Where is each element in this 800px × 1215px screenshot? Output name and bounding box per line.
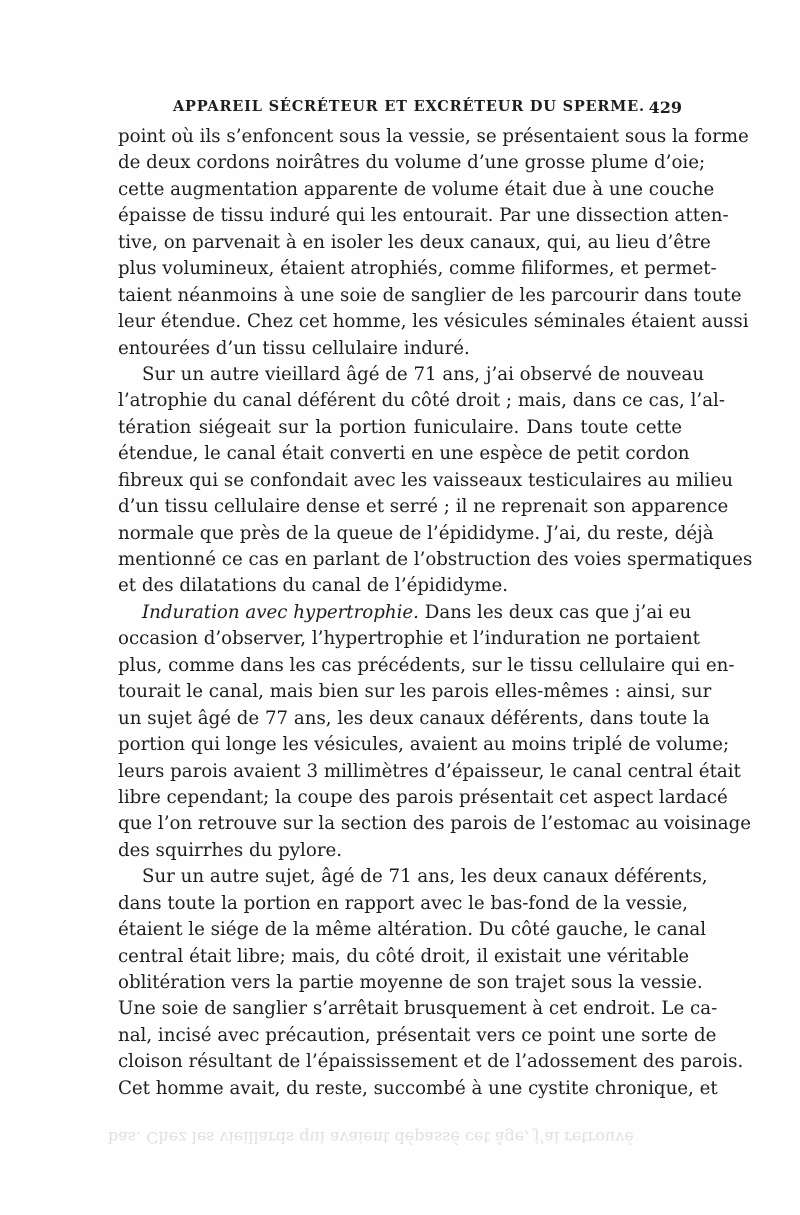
text-line: étendue, le canal était converti en une espèce de petit cordon — [118, 443, 690, 465]
text-line: étaient le siége de la même altération. Du côté gauche, le canal — [118, 919, 707, 941]
section-subheading: Induration avec hypertrophie. — [142, 601, 419, 623]
text-line: tourait le canal, mais bien sur les parois elles-mêmes : ainsi, sur — [118, 681, 712, 703]
text-line: nal, incisé avec précaution, présentait vers ce point une sorte de — [118, 1024, 717, 1046]
text-line: libre cependant; la coupe des parois présentait cet aspect lardacé — [118, 786, 728, 808]
text-line: point où ils s’enfoncent sous la vessie, se présentaient sous la forme — [118, 126, 749, 147]
text-line: cette augmentation apparente de volume était due à une couche — [118, 178, 715, 200]
text-line: dans toute la portion en rapport avec le bas-fond de la vessie, — [118, 892, 688, 914]
text-line: portion qui longe les vésicules, avaient au moins triplé de volume; — [118, 734, 730, 756]
text-line: occasion d’observer, l’hypertrophie et l’induration ne portaient — [118, 628, 700, 650]
text-line: des squirrhes du pylore. — [118, 839, 343, 861]
text-line: leur étendue. Chez cet homme, les vésicules séminales étaient aussi — [118, 311, 749, 333]
text-line: entourées d’un tissu cellulaire induré. — [118, 337, 470, 359]
text-line: cloison résultant de l’épaississement et de l’adossement des parois. — [118, 1051, 744, 1073]
text-line: normale que près de la queue de l’épididyme. J’ai, du reste, déjà — [118, 522, 714, 544]
text-line: et des dilatations du canal de l’épididyme. — [118, 575, 509, 597]
text-line: Sur un autre sujet, âgé de 71 ans, les deux canaux déférents, — [142, 866, 708, 888]
text-line: taient néanmoins à une soie de sanglier de les parcourir dans toute — [118, 284, 742, 306]
page-header — [118, 98, 682, 122]
text-line: Une soie de sanglier s’arrêtait brusquement à cet endroit. Le ca- — [118, 998, 718, 1020]
text-line: d’un tissu cellulaire dense et serré ; il ne reprenait son apparence — [118, 496, 729, 518]
text-line: un sujet âgé de 77 ans, les deux canaux déférents, dans toute la — [118, 707, 710, 729]
text-line: fibreux qui se confondait avec les vaisseaux testiculaires au milieu — [118, 469, 733, 491]
text-line: mentionné ce cas en parlant de l’obstruction des voies spermatiques — [118, 549, 753, 570]
text-line: leurs parois avaient 3 millimètres d’épaisseur, le canal central était — [118, 760, 741, 782]
text-line: plus, comme dans les cas précédents, sur le tissu cellulaire qui en- — [118, 654, 735, 676]
running-head: APPAREIL SÉCRÉTEUR ET EXCRÉTEUR DU SPERME. — [173, 98, 645, 115]
text-line: oblitération vers la partie moyenne de son trajet sous la vessie. — [118, 972, 703, 993]
text-line: plus volumineux, étaient atrophiés, comme filiformes, et permet- — [118, 258, 717, 280]
text-line: que l’on retrouve sur la section des parois de l’estomac au voisinage — [118, 813, 751, 835]
text-line: Cet homme avait, du reste, succombé à une cystite chronique, et — [118, 1077, 718, 1099]
text-line: tération siégeait sur la portion funiculaire. Dans toute cette — [118, 416, 682, 438]
text-line: central était libre; mais, du côté droit, il existait une véritable — [118, 945, 690, 967]
text-line: épaisse de tissu induré qui les entourait. Par une dissection atten- — [118, 205, 729, 227]
text-line: de deux cordons noirâtres du volume d’une grosse plume d’oie; — [118, 152, 706, 174]
bleed-through-text: bas. Chez les vieillards qui avaient dépassé cet âge, j’ai retrouvé — [108, 1128, 634, 1147]
text-line: l’atrophie du canal déférent du côté droit ; mais, dans ce cas, l’al- — [118, 390, 725, 412]
text-line: Sur un autre vieillard âgé de 71 ans, j’ai observé de nouveau — [142, 363, 705, 385]
page-body — [118, 124, 753, 1102]
subheading-line — [118, 600, 692, 626]
page-number: 429 — [648, 98, 682, 117]
text-span: Dans les deux cas que j’ai eu — [424, 601, 692, 623]
text-line: tive, on parvenait à en isoler les deux canaux, qui, au lieu d’être — [118, 231, 711, 253]
